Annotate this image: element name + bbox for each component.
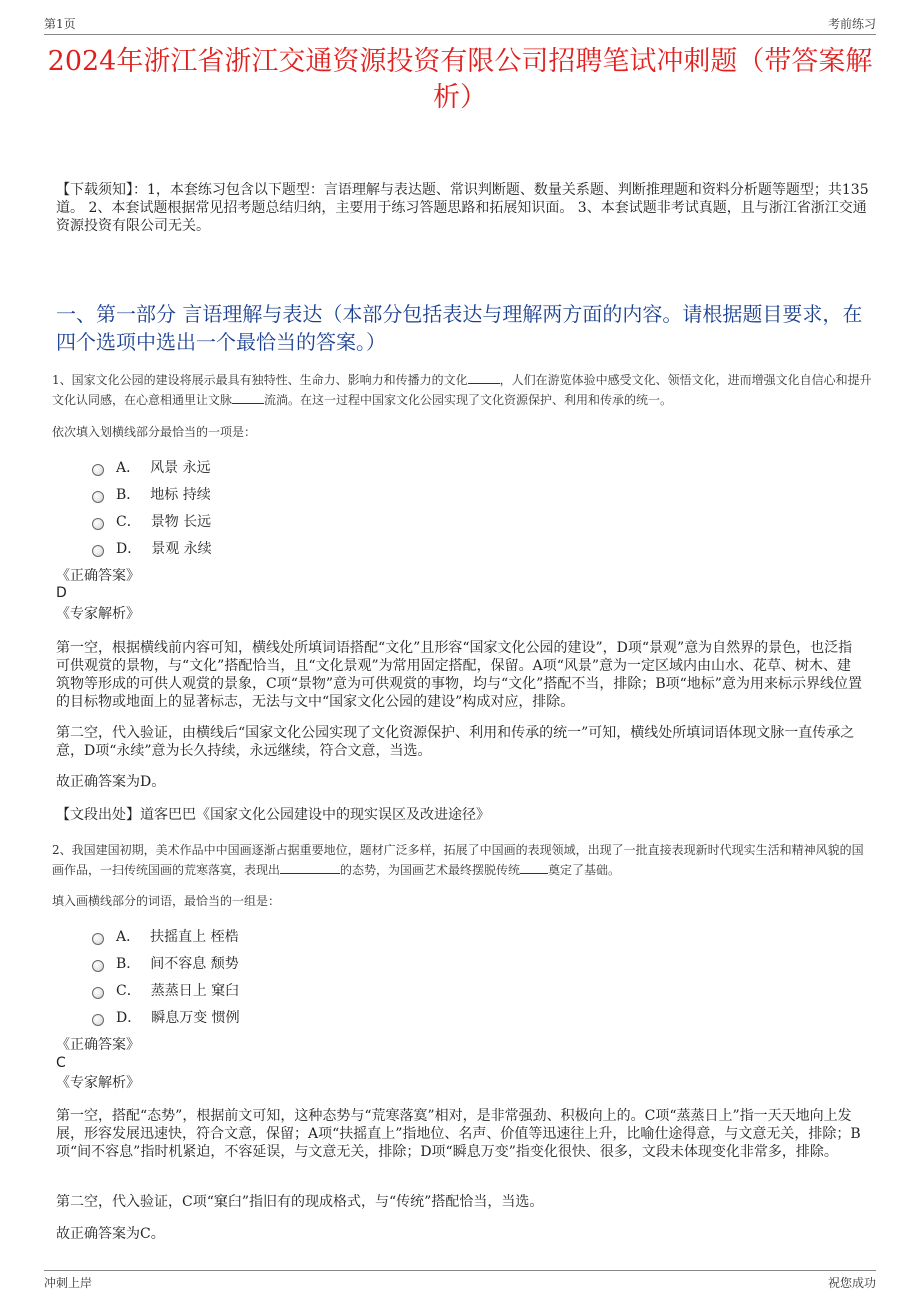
question-stem: 1、国家文化公园的建设将展示最具有独特性、生命力、影响力和传播力的文化 ，人们在游览体验中感受文化、领悟文化，进而增强文化自信心和提升文化认同感，在心意相通里让文脉 流淌。在这一过程中国家文化公园实现了文化资源保护、利用和传承的统一。 — [52, 373, 872, 407]
document-title: 2024年浙江省浙江交通资源投资有限公司招聘笔试冲刺题（带答案解析） — [47, 46, 873, 113]
fill-blank — [520, 861, 548, 874]
answer-label: 《正确答案》 — [56, 1037, 140, 1053]
radio-icon[interactable] — [92, 960, 104, 972]
radio-icon[interactable] — [92, 464, 104, 476]
option-c[interactable]: C． 蒸蒸日上 窠臼 — [92, 979, 239, 1001]
radio-icon[interactable] — [92, 518, 104, 530]
header-tag: 考前练习 — [827, 17, 876, 31]
radio-icon[interactable] — [92, 1014, 104, 1026]
option-b[interactable]: B． 地标 持续 — [92, 483, 211, 505]
answer-label: 《正确答案》 — [56, 568, 140, 584]
option-a[interactable]: A． 风景 永远 — [92, 456, 211, 478]
analysis-paragraph: 第二空，代入验证，由横线后“国家文化公园实现了文化资源保护、利用和传承的统一”可知，横线处所填词语体现文脉一直传承之意，D项“永续”意为长久持续，永远继续，符合文意，当选。 — [56, 725, 855, 759]
radio-icon[interactable] — [92, 491, 104, 503]
analysis-conclusion: 故正确答案为D。 — [56, 774, 166, 790]
fill-blank — [468, 371, 500, 384]
answer-value: D — [56, 585, 67, 601]
analysis-paragraph: 第一空，搭配“态势”，根据前文可知，这种态势与“荒寒落寞”相对，是非常强劲、积极向上的。C项“蒸蒸日上”指一天天地向上发展，形容发展迅速快，符合文意，保留；A项“扶摇直上”指地位、名声、价值等迅速往上升，比喻仕途得意，与文意无关，排除；B项“间不容息”指时机紧迫，不容延误，与文意无关，排除；D项“瞬息万变”指变化很快、很多，文段未体现变化非常多，排除。 — [56, 1108, 861, 1160]
option-c[interactable]: C． 景物 长远 — [92, 510, 211, 532]
analysis-paragraph: 第一空，根据横线前内容可知，横线处所填词语搭配“文化”且形容“国家文化公园的建设”，D项“景观”意为自然界的景色，也泛指可供观赏的景物，与“文化”搭配恰当，且“文化景观”为常用固定搭配，保留。A项“风景”意为一定区域内由山水、花草、树木、建筑物等形成的可供人观赏的景象，C项“景物”意为可供观赏的事物，均与“文化”搭配不当，排除；B项“地标”意为用来标示界线位置的目标物或地面上的显著标志，无法与文中“国家文化公园的建设”构成对应，排除。 — [56, 640, 862, 710]
question-stem: 2、我国建国初期，美术作品中中国画逐渐占据重要地位，题材广泛多样，拓展了中国画的表现领域，出现了一批直接表现新时代现实生活和精神风貌的国画作品，一扫传统国画的荒寒落寞，表现出 的态势，为国画艺术最终摆脱传统 奠定了基础。 — [52, 843, 864, 877]
page-footer — [44, 1270, 876, 1296]
source-citation: 【文段出处】道客巴巴《国家文化公园建设中的现实误区及改进途径》 — [56, 807, 490, 823]
question-prompt: 填入画横线部分的词语，最恰当的一组是： — [52, 894, 281, 908]
option-a[interactable]: A． 扶摇直上 桎梏 — [92, 925, 239, 947]
download-notice: 【下载须知】：1，本套练习包含以下题型：言语理解与表达题、常识判断题、数量关系题、判断推理题和资料分析题等题型；共135道。 2、本套试题根据常见招考题总结归纳，主要用于练习答题思路和拓展知识面。 3、本套试题非考试真题，且与浙江省浙江交通资源投资有限公司无关。 — [56, 182, 869, 234]
analysis-paragraph: 第二空，代入验证，C项“窠臼”指旧有的现成格式，与“传统”搭配恰当，当选。 — [56, 1194, 544, 1210]
radio-icon[interactable] — [92, 545, 104, 557]
fill-blank — [232, 391, 264, 404]
page-number: 第1页 — [44, 17, 76, 31]
radio-icon[interactable] — [92, 933, 104, 945]
option-d[interactable]: D． 瞬息万变 惯例 — [92, 1006, 240, 1028]
option-b[interactable]: B． 间不容息 颓势 — [92, 952, 239, 974]
footer-left-text: 冲刺上岸 — [44, 1276, 93, 1290]
section-heading: 一、第一部分 言语理解与表达（本部分包括表达与理解两方面的内容。请根据题目要求，在四个选项中选出一个最恰当的答案。） — [56, 302, 863, 354]
page-header — [44, 12, 876, 35]
question-prompt: 依次填入划横线部分最恰当的一项是： — [52, 425, 257, 439]
analysis-label: 《专家解析》 — [56, 606, 140, 622]
footer-right-text: 祝您成功 — [827, 1276, 876, 1290]
analysis-label: 《专家解析》 — [56, 1075, 140, 1091]
option-d[interactable]: D． 景观 永续 — [92, 537, 212, 559]
analysis-conclusion: 故正确答案为C。 — [56, 1226, 165, 1242]
fill-blank — [280, 861, 340, 874]
answer-value: C — [56, 1055, 66, 1071]
radio-icon[interactable] — [92, 987, 104, 999]
